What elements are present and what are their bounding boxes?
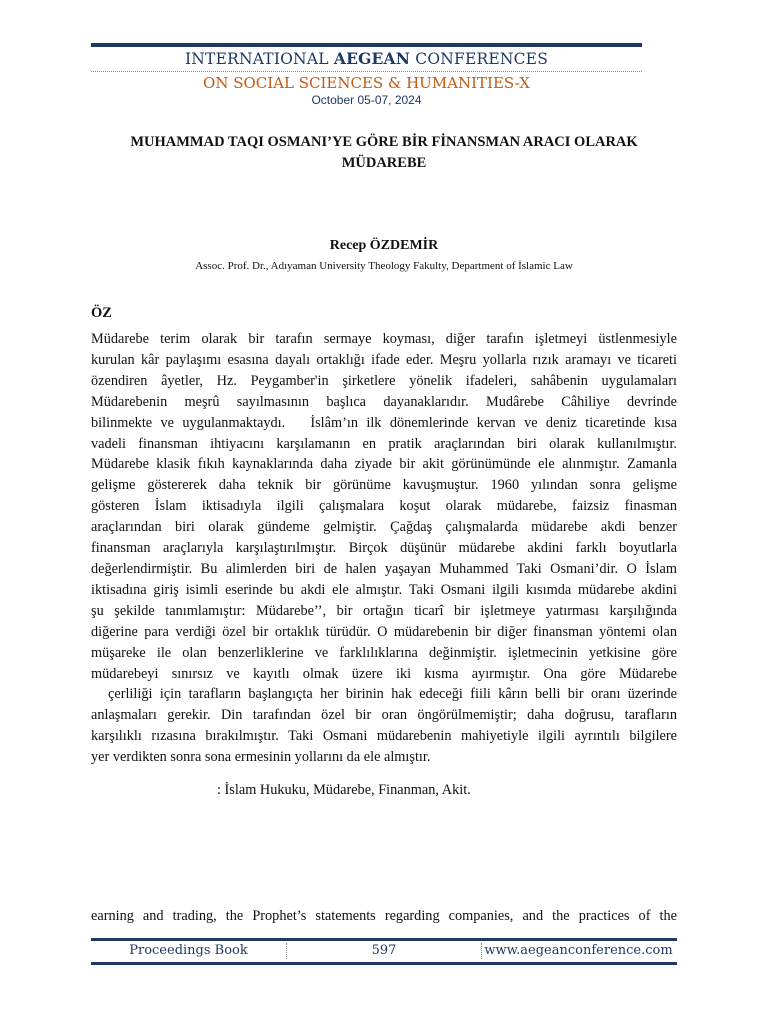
paper-title-line-1: MUHAMMAD TAQI OSMANI’YE GÖRE BİR FİNANSMAN ARACI OLARAK — [130, 134, 638, 150]
abstract-line: araçlarından biri olarak gündeme gelmiştir. Çağdaş çalışmalarda müdarebe akdi benzer — [91, 519, 677, 536]
footer-proceedings-label: Proceedings Book — [129, 943, 248, 958]
abstract-line: çerliliği için tarafların başlangıçta her birinin hak edeceği fiili kârın belli bir oranı üzerinde — [108, 686, 677, 703]
abstract-line: finansman araçlarıyla karşılaştırılmıştır. Birçok düşünür müdarebe akdini farklı boyutlarla — [91, 540, 677, 557]
english-abstract-fragment: earning and trading, the Prophet’s statements regarding companies, and the practices of the — [91, 908, 677, 924]
conference-name-bold: AEGEAN — [333, 49, 411, 68]
conference-subtitle: ON SOCIAL SCIENCES & HUMANITIES-X — [203, 74, 530, 92]
header-divider — [91, 71, 642, 72]
abstract-line: Müdarebenin meşrû sayılmasının başlıca dayanaklarıdır. Mudârebe Câhiliye devrinde — [91, 393, 677, 410]
abstract-line: özendiren âyetler, Hz. Peygamber'in şirketlere yönelik ifadeleri, sahâbenin uygulamaları — [91, 372, 677, 389]
abstract-line: iktisadına giriş isimli eserinde bu akdi ele almıştır. Taki Osmani ilgili kısımda müdarebe akdini — [91, 581, 677, 598]
abstract-line: diğerine para verdiği özel bir ortaklık türüdür. O müdarebenin bir diğer finansman yöntemi olan — [91, 623, 677, 640]
abstract-line: şu şekilde tanımlamıştır: Müdarebe’’, bir ortağın ticarî bir işletmeye yatırması karşılığında — [91, 602, 677, 619]
abstract-line: Müdarebe terim olarak bir tarafın sermaye koyması, diğer tarafın işletmeyi üstlenmesiyle — [91, 331, 677, 347]
abstract-line: değerlendirmiştir. Bu alimlerden biri de halen yaşayan Muhammed Taki Osmani’dir. O İslam — [91, 560, 677, 577]
abstract-body — [91, 329, 677, 768]
footer-bottom-rule — [91, 962, 677, 965]
abstract-line: bilinmekte ve uygulanmaktaydı. İslâm’ın ilk dönemlerinde kervan ve deniz ticaretinde kısa — [91, 414, 677, 431]
author-name: Recep ÖZDEMİR — [329, 238, 439, 253]
abstract-line: gelişme göstererek daha teknik bir görünüme kavuşmuştur. 1960 yılından sonra gelişme — [91, 477, 677, 494]
abstract-line: vadeli finansman ihtiyacını karşılamanın en pratik araçlarından biri olarak kullanılmıştır. — [91, 435, 677, 452]
paper-title-line-2: MÜDAREBE — [341, 155, 427, 171]
header-top-rule — [91, 43, 642, 47]
abstract-line: anlaşmaları gerekir. Din tarafından özel bir oran öngörülmemiştir; daha doğrusu, tarafların — [91, 707, 677, 724]
abstract-line: yer verdikten sonra sona ermesinin yollarını da ele almıştır. — [91, 749, 431, 766]
abstract-line: müşareke ile olan benzerliklerine ve farklılıklarına değinmiştir. işletmecinin yetkisine göre — [91, 644, 677, 661]
abstract-line: kurulan kâr paylaşımı esasına dayalı ortaklığı ifade eder. Meşru yollarla rızık aramayı ve ticareti — [91, 351, 677, 368]
paper-title — [91, 132, 677, 174]
keywords: : İslam Hukuku, Müdarebe, Finanman, Akit. — [217, 782, 471, 798]
abstract-line: Müdarebe klasik fıkıh kaynaklarında daha ziyade bir akit görünümünde ele alınmıştır. Zamanla — [91, 456, 677, 473]
abstract-line: müdarebeyi sınırsız ve kayıtlı olmak üzere iki kısma ayırmıştır. Ona göre Müdarebe — [91, 665, 677, 682]
footer-website-link[interactable]: www.aegeanconference.com — [484, 943, 673, 958]
author-affiliation: Assoc. Prof. Dr., Adıyaman University Theology Fakulty, Department of İslamic Law — [195, 260, 573, 272]
conference-name: INTERNATIONAL AEGEAN CONFERENCES — [184, 49, 549, 68]
abstract-line: karşılıklı rızasına bırakılmıştır. Taki Osmani müdarebenin mahiyetiyle ilgili ayrıntılı bilgilere — [91, 728, 677, 745]
conference-date: October 05-07, 2024 — [311, 93, 422, 107]
section-heading: ÖZ — [91, 305, 112, 321]
page-number: 597 — [286, 943, 482, 959]
footer-top-rule — [91, 938, 677, 941]
abstract-line: gösteren İslam iktisadıyla ilgili çalışmalara koşut olarak müdarebe, faizsiz finasman — [91, 498, 677, 515]
